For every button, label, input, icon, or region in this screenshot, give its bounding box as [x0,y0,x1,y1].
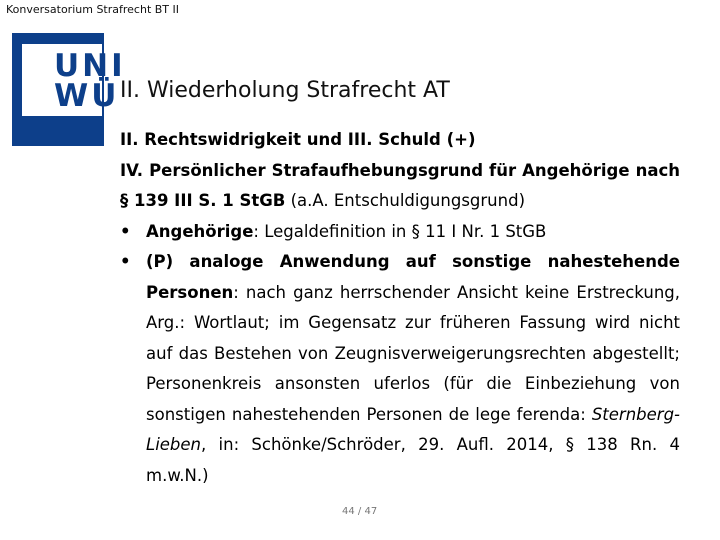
course-header: Konversatorium Strafrecht BT II [6,3,180,16]
logo-panel [22,44,126,116]
paragraph-2 [120,156,680,217]
bullet-1-rest: : Legaldefinition in § 11 I Nr. 1 StGB [253,221,547,241]
bullet-2-rest: : nach ganz herrschender Ansicht keine Erstreckung, Arg.: Wortlaut; im Gegensatz zur früheren Fassung wird nicht auf das Bestehen von Zeugnisverweigerungsrechten abgestellt; Personenkreis ansonsten uferlos (für die Einbeziehung von sonstigen nahestehenden Personen de lege ferenda: [146,282,680,424]
bullet-item-2 [120,247,680,491]
slide-title: II. Wiederholung Strafrecht AT [120,78,450,103]
bullet-2-tail: , in: Schönke/Schröder, 29. Aufl. 2014, § 138 Rn. 4 m.w.N.) [146,435,680,485]
page-number: 44 / 47 [342,506,378,517]
paragraph-2-rest: (a.A. Entschuldigungsgrund) [285,191,526,210]
bullet-2-bold: (P) analoge Anwendung auf sonstige nahestehende Personen [146,252,680,302]
bullet-symbol: • [120,252,131,271]
paragraph-1 [120,125,680,156]
slide-content [120,125,680,491]
paragraph-1-text: II. Rechtswidrigkeit und III. Schuld (+) [120,130,476,149]
logo-text-line1: UNI [54,48,126,84]
paragraph-2-bold: IV. Persönlicher Strafaufhebungsgrund für Angehörige nach § 139 III S. 1 StGB [120,160,680,210]
bullet-symbol: • [120,221,131,241]
bullet-1-bold: Angehörige [146,221,254,241]
bullet-2-italic: Sternberg-Lieben [146,404,680,454]
logo-text-line2: WÜ [54,78,120,114]
bullet-item-1 [120,217,680,248]
